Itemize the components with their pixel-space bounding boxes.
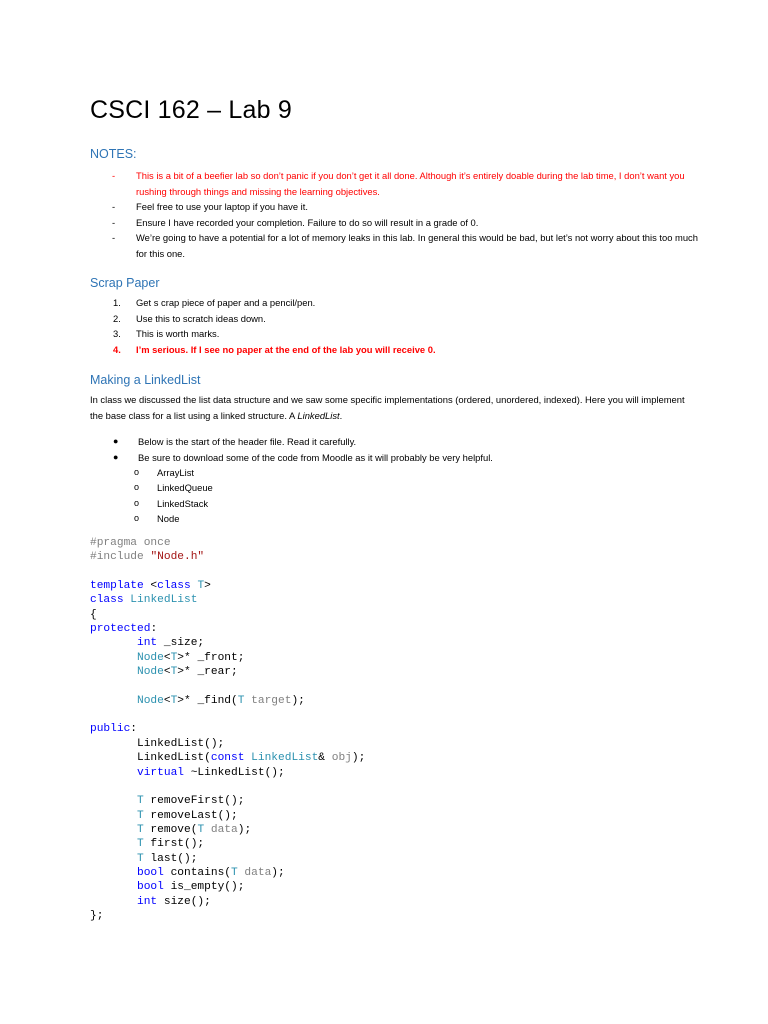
code-token: data [237,866,272,879]
code-line [90,550,710,564]
code-line [90,780,710,794]
code-token: > [204,580,211,593]
bullet-icon: ● [113,451,119,462]
code-line [90,823,710,837]
code-token: "Node.h" [150,551,205,564]
code-token: < [163,666,171,679]
code-line [90,665,710,679]
code-line [90,809,710,823]
code-line [90,565,710,579]
code-line [90,536,710,550]
code-token: LinkedList( [90,752,211,765]
item-text: Use this to scratch ideas down. [136,312,266,324]
code-line [90,737,710,751]
code-line [90,722,710,736]
code-token: first(); [143,838,205,851]
code-token: obj [331,752,352,765]
file-name: ArrayList [157,467,194,479]
file-item [134,465,673,480]
scrap-paper-heading: Scrap Paper [90,276,160,290]
code-token: bool [90,866,164,879]
intro-end: . [339,409,343,421]
bullet-icon: ● [113,436,119,446]
code-token: remove( [143,823,198,836]
code-token: Node [90,651,164,664]
code-line [90,694,710,708]
dash-marker: - [112,232,116,244]
code-token: public [90,723,131,736]
linked-list-heading: Making a LinkedList [90,373,201,387]
dash-marker: - [112,201,116,213]
notes-item [112,230,702,261]
code-token: < [163,651,171,664]
code-token: T [90,823,144,836]
code-token: ); [351,752,366,765]
code-token: T [197,580,205,593]
code-line [90,880,710,894]
code-token: < [143,580,158,593]
file-item [134,480,673,495]
code-token: class [157,580,191,593]
code-token: template [90,580,144,593]
code-token: T [90,809,144,822]
code-token: removeLast(); [143,809,238,822]
notes-item [112,199,702,215]
item-text: I’m serious. If I see no paper at the end of the lab you will receive 0. [136,343,436,355]
code-token: class [90,594,124,607]
code-token: T [90,852,144,865]
code-token: LinkedList [130,594,198,607]
code-token: LinkedList(); [90,737,225,750]
code-line [90,593,710,607]
notes-item-text: This is a bit of a beefier lab so don’t panic if you don’t get it all done. Although it’s entirely doable during the lab time, I don’t want you rushing through things and missing the learning objectives. [136,170,685,197]
numbered-item [113,311,673,327]
code-token: LinkedList [251,752,319,765]
numbered-item [113,326,673,342]
file-item [134,511,673,526]
code-line [90,895,710,909]
code-token: T [197,823,205,836]
code-token: T [170,694,178,707]
code-line [90,651,710,665]
notes-item [112,168,702,199]
item-number: 3. [113,328,121,340]
code-token: bool [90,881,164,894]
code-token: #include [90,551,151,564]
code-token: T [231,866,238,879]
item-number: 2. [113,312,121,324]
code-token: size(); [157,895,211,908]
code-line [90,837,710,851]
bullet-text: Below is the start of the header file. Read it carefully. [138,436,357,447]
code-token: < [163,694,171,707]
bullet-item [113,434,673,450]
code-line [90,794,710,808]
code-token: last(); [143,852,198,865]
file-list [134,465,673,526]
code-token: { [90,608,97,621]
code-line [90,852,710,866]
code-token: }; [90,909,104,922]
code-token: is_empty(); [163,881,245,894]
code-block [90,536,710,923]
numbered-item [113,295,673,311]
dash-marker: - [112,170,116,181]
code-line [90,751,710,765]
notes-item [112,215,702,231]
item-number: 4. [113,343,121,355]
item-text: This is worth marks. [136,328,220,340]
code-token: protected [90,623,151,636]
code-token: data [204,823,238,836]
code-token: T [170,651,178,664]
code-token: >* _rear; [177,666,238,679]
code-line [90,679,710,693]
code-token: const [210,752,245,765]
item-number: 1. [113,297,121,308]
code-line [90,622,710,636]
file-name: LinkedStack [157,497,209,509]
notes-item-text: We’re going to have a potential for a lot of memory leaks in this lab. In general this would be bad, but let’s not worry about this too much for this one. [136,232,698,259]
circle-bullet-icon: o [134,482,140,493]
code-line [90,636,710,650]
code-token: T [237,694,245,707]
code-token: ); [291,694,305,707]
code-token: ); [237,823,252,836]
circle-bullet-icon: o [134,512,140,523]
file-name: LinkedQueue [157,482,213,494]
circle-bullet-icon: o [134,467,140,478]
code-token: ); [271,866,285,879]
scrap-paper-list [113,295,673,357]
dash-marker: - [112,216,116,228]
bullet-list [113,434,673,526]
code-line [90,708,710,722]
notes-heading: NOTES: [90,147,137,161]
code-token: target [244,694,292,707]
code-line [90,579,710,593]
code-token: contains( [163,866,231,879]
code-token: : [130,723,138,736]
bullet-item [113,450,673,466]
code-token: Node [90,666,164,679]
item-text: Get s crap piece of paper and a pencil/pen. [136,297,316,308]
file-name: Node [157,512,180,524]
code-token: >* _find( [177,694,238,707]
code-line [90,608,710,622]
code-token: int [90,895,158,908]
code-token: int [90,637,158,650]
notes-item-text: Feel free to use your laptop if you have it. [136,201,308,213]
code-token: T [170,666,178,679]
bullet-text: Be sure to download some of the code from Moodle as it will probably be very helpful. [138,451,493,463]
code-token: & [318,752,332,765]
code-token: : [150,623,158,636]
code-token: virtual [90,766,184,779]
code-token: ~LinkedList(); [184,766,285,779]
file-item [134,496,673,511]
code-token: #pragma once [90,537,171,549]
notes-item-text: Ensure I have recorded your completion. Failure to do so will result in a grade of 0. [136,216,479,228]
code-line [90,866,710,880]
code-token: removeFirst(); [143,795,245,808]
intro-emphasis: LinkedList [297,409,340,421]
circle-bullet-icon: o [134,497,140,508]
code-token: >* _front; [177,651,245,664]
intro-paragraph [90,392,690,423]
code-token: T [90,795,144,808]
code-token: Node [90,694,164,707]
code-token: T [90,838,144,851]
code-line [90,909,710,923]
intro-text: In class we discussed the list data structure and we saw some specific implementations (ordered, unordered, indexed). Here you will implement the base class for a list using a linked structure. A [90,394,685,421]
page-title: CSCI 162 – Lab 9 [90,96,292,124]
code-line [90,766,710,780]
notes-list [112,168,702,262]
numbered-item-warning [113,342,673,358]
code-token: _size; [157,637,205,650]
